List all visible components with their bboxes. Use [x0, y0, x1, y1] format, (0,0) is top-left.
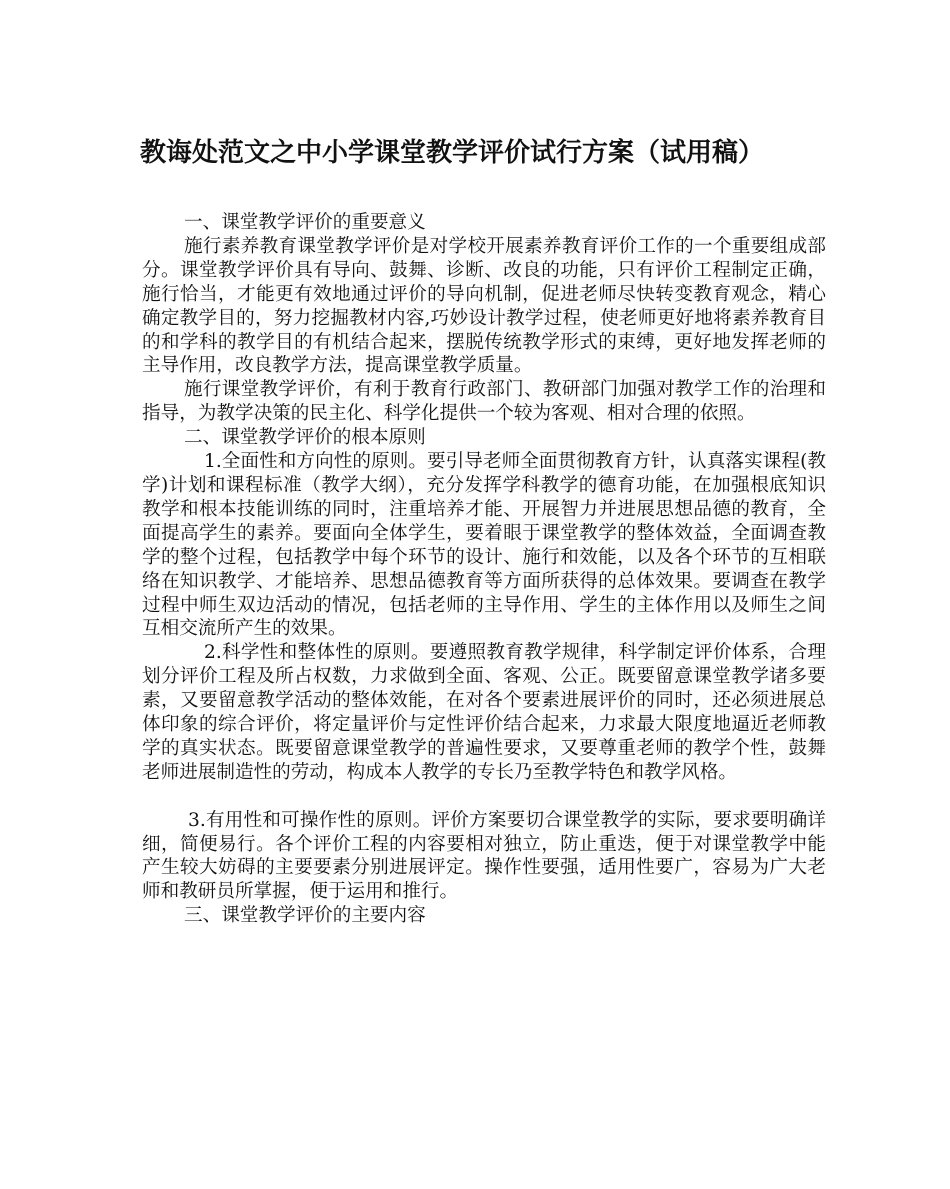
- principle-2-paragraph: 2.科学性和整体性的原则。要遵照教育教学规律，科学制定评价体系，合理划分评价工程及所占权数，力求做到全面、客观、公正。既要留意课堂教学诸多要素，又要留意教学活动的整体效能，在对各个要素进展评价的同时，还必须进展总体印象的综合评价，将定量评价与定性评价结合起来，力求最大限度地逼近老师教学的真实状态。既要留意课堂教学的普遍性要求，又要尊重老师的教学个性，鼓舞老师进展制造性的劳动，构成本人教学的专长乃至教学特色和教学风格。: [142, 642, 826, 783]
- document-body: [142, 211, 826, 928]
- section-heading-1: 一、课堂教学评价的重要意义: [184, 212, 426, 233]
- blank-line: [142, 785, 826, 809]
- section-heading-2: 二、课堂教学评价的根本原则: [184, 427, 426, 449]
- principle-1-paragraph: 1.全面性和方向性的原则。要引导老师全面贯彻教育方针，认真落实课程(教学)计划和课程标准（教学大纲），充分发挥学科教学的德育功能，在加强根底知识教学和根本技能训练的同时，注重培养才能、开展智力并进展思想品德的教育，全面提高学生的素养。要面向全体学生，要着眼于课堂教学的整体效益，全面调查教学的整个过程，包括教学中每个环节的设计、施行和效能，以及各个环节的互相联络在知识教学、才能培养、思想品德教育等方面所获得的总体效果。要调查在教学过程中师生双边活动的情况，包括老师的主导作用、学生的主体作用以及师生之间互相交流所产生的效果。: [142, 451, 826, 640]
- principle-3-paragraph: 3.有用性和可操作性的原则。评价方案要切合课堂教学的实际，要求要明确详细，简便易行。各个评价工程的内容要相对独立，防止重迭，便于对课堂教学中能产生较大妨碍的主要要素分别进展评定。操作性要强，适用性要广，容易为广大老师和教研员所掌握，便于运用和推行。: [142, 809, 826, 903]
- document-title: 教诲处范文之中小学课堂教学评价试行方案（试用稿）: [140, 138, 765, 168]
- paragraph-significance: 施行素养教育课堂教学评价是对学校开展素养教育评价工作的一个重要组成部分。课堂教学评价具有导向、鼓舞、诊断、改良的功能，只有评价工程制定正确，施行恰当，才能更有效地通过评价的导向机制，促进老师尽快转变教育观念，精心确定教学目的，努力挖掘教材内容,巧妙设计教学过程，使老师更好地将素养教育目的和学科的教学目的有机结合起来，摆脱传统教学形式的束缚，更好地发挥老师的主导作用，改良教学方法，提高课堂教学质量。: [142, 235, 826, 377]
- section-heading-3: 三、课堂教学评价的主要内容: [184, 905, 426, 927]
- paragraph-management: 施行课堂教学评价，有利于教育行政部门、教研部门加强对教学工作的治理和指导，为教学决策的民主化、科学化提供一个较为客观、相对合理的依照。: [142, 379, 826, 425]
